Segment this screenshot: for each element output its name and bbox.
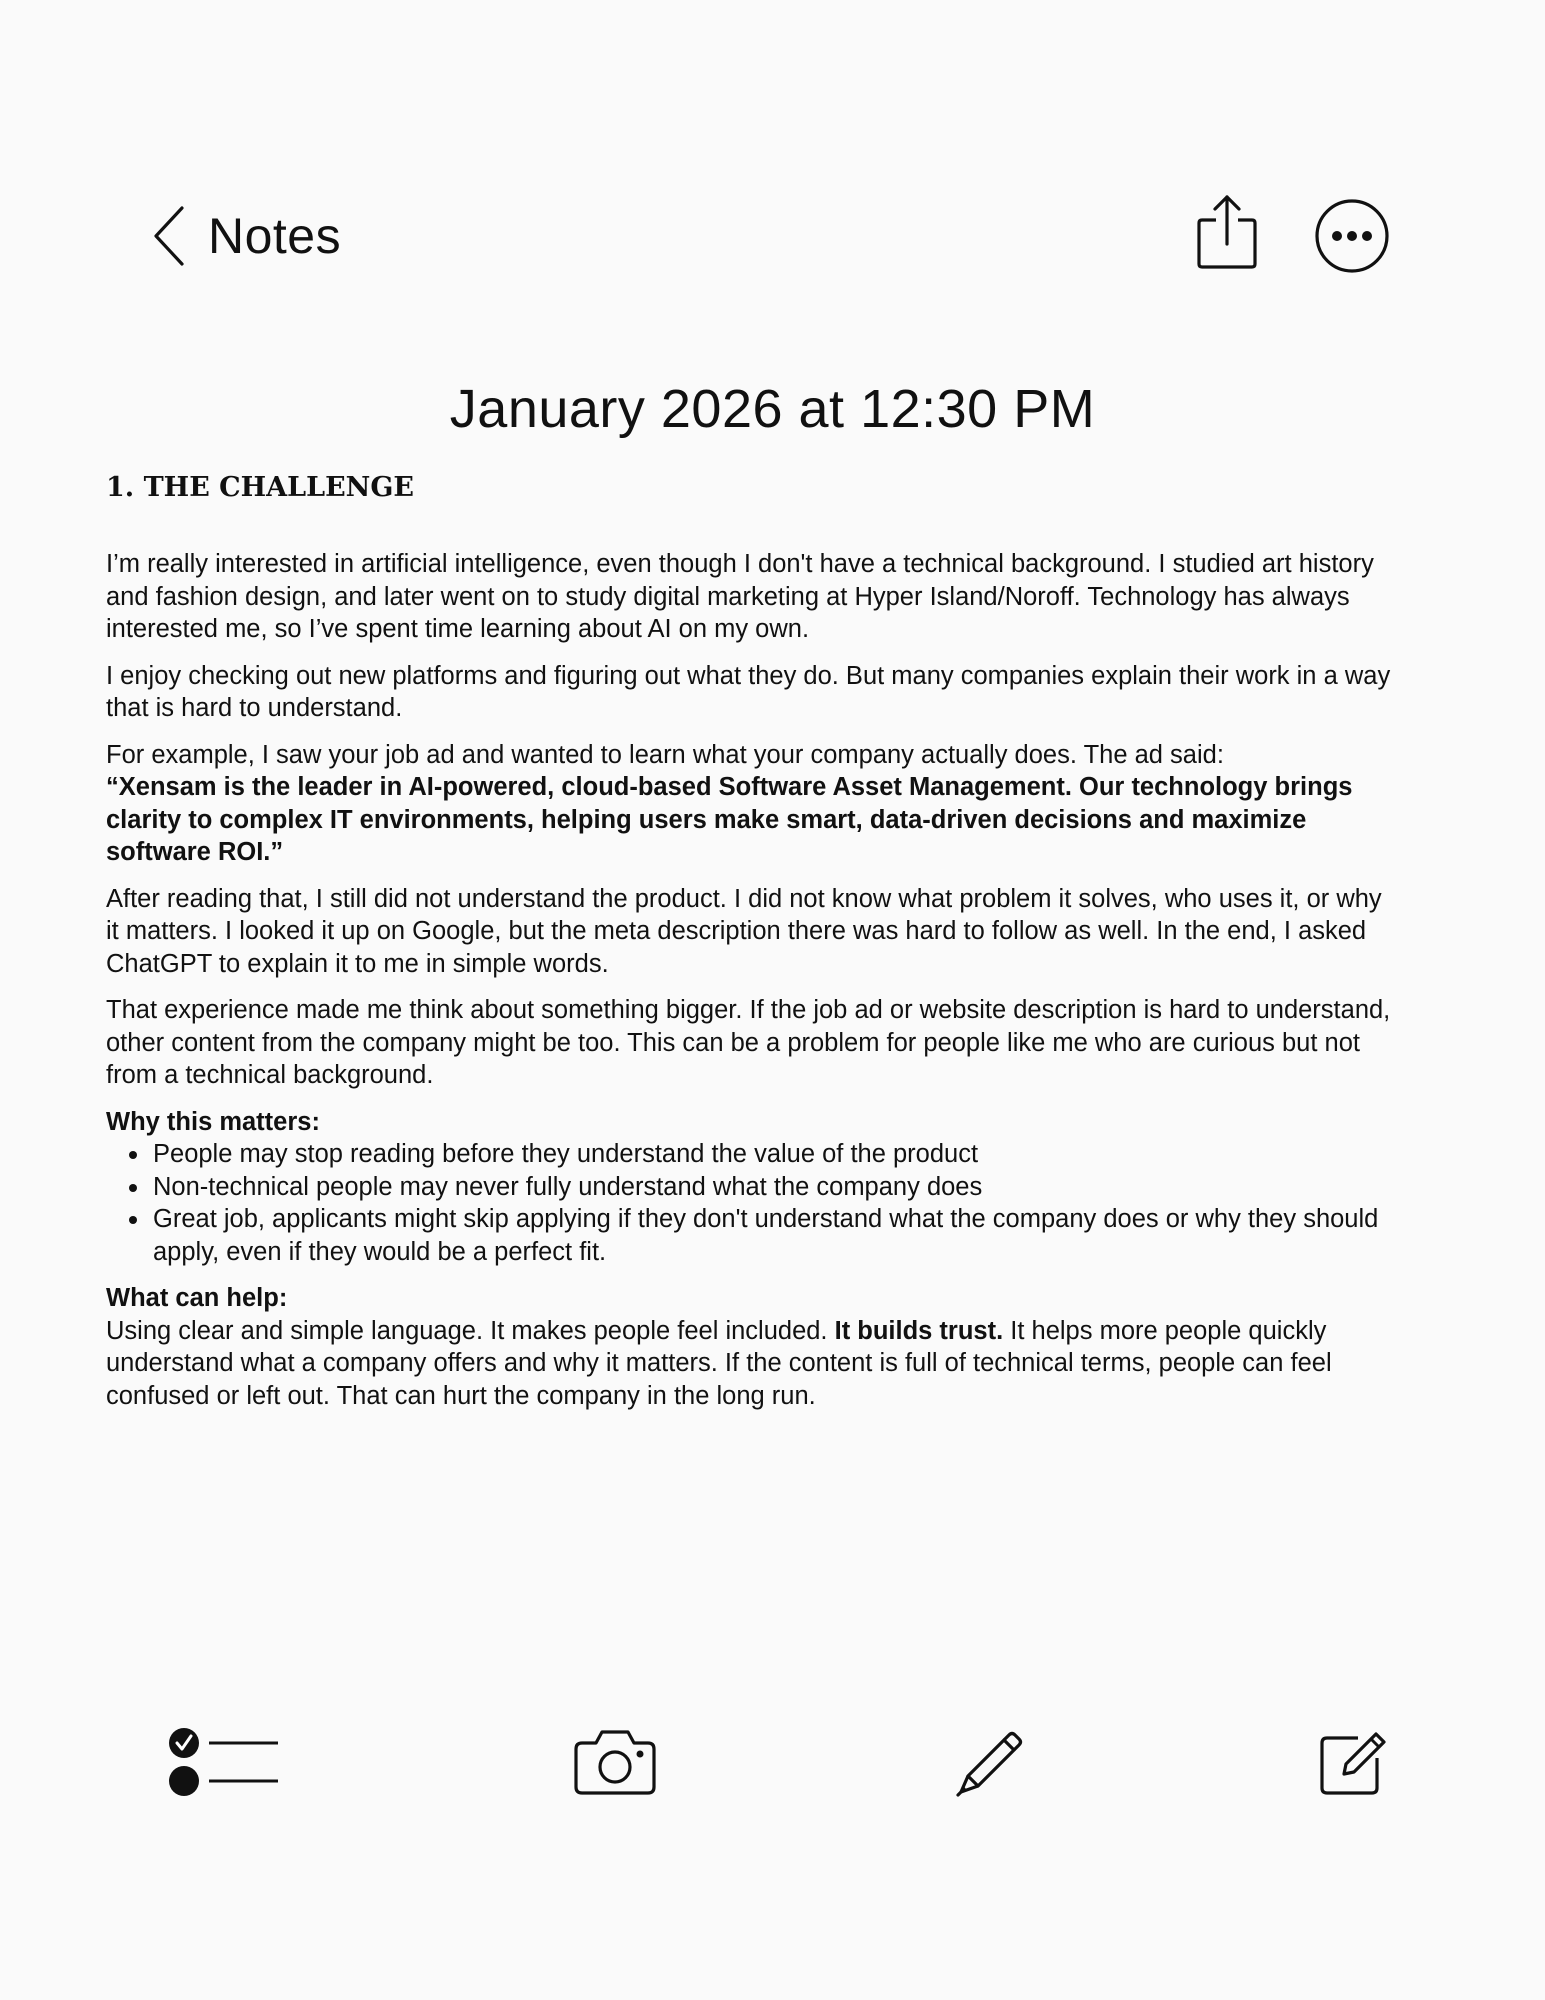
why-list xyxy=(106,1138,1396,1268)
ellipsis-circle-icon xyxy=(1314,198,1390,274)
help-text-end: It helps more people quickly understand what a company offers and why it matters. If the content is full of technical terms, people can feel confused or left out. That can hurt the company in the long run. xyxy=(106,1316,1332,1410)
camera-icon xyxy=(572,1727,658,1797)
share-button[interactable] xyxy=(1196,194,1258,270)
pencil-icon xyxy=(952,1726,1026,1800)
paragraph-bigger-picture: That experience made me think about something bigger. If the job ad or website description is hard to understand, other content from the company might be too. This can be a problem for people like me who are curious but not from a technical background. xyxy=(106,996,1391,1089)
back-button[interactable] xyxy=(152,205,341,267)
paragraph-job-ad xyxy=(106,739,1396,869)
compose-icon xyxy=(1318,1726,1392,1798)
list-item: People may stop reading before they understand the value of the product xyxy=(153,1138,1396,1171)
checklist-button[interactable] xyxy=(166,1726,281,1798)
paragraph-platforms: I enjoy checking out new platforms and figuring out what they do. But many companies explain their work in a way that is hard to understand. xyxy=(106,661,1391,722)
job-ad-intro: For example, I saw your job ad and wanted to learn what your company actually does. The ad said: xyxy=(106,740,1224,769)
help-text-start: Using clear and simple language. It makes people feel included. xyxy=(106,1316,835,1345)
share-icon xyxy=(1196,194,1258,270)
compose-button[interactable] xyxy=(1318,1726,1392,1798)
list-item: Non-technical people may never fully understand what the company does xyxy=(153,1171,1396,1204)
help-heading: What can help: xyxy=(106,1284,288,1312)
job-ad-quote: “Xensam is the leader in AI-powered, cloud-based Software Asset Management. Our technology brings clarity to complex IT environments, helping users make smart, data-driven decisions and maximize software ROI.” xyxy=(106,773,1353,866)
note-date: January 2026 at 12:30 PM xyxy=(449,379,1096,439)
list-item: Great job, applicants might skip applying if they don't understand what the company does or why they should apply, even if they would be a perfect fit. xyxy=(153,1203,1396,1268)
checklist-icon xyxy=(166,1726,281,1798)
help-text-bold: It builds trust. xyxy=(834,1316,1004,1345)
note-heading: 1. THE CHALLENGE xyxy=(106,472,414,503)
paragraph-help xyxy=(106,1315,1396,1413)
paragraph-intro: I’m really interested in artificial intelligence, even though I don't have a technical background. I studied art history and fashion design, and later went on to study digital marketing at Hyper Island/Noroff. Technology has always interested me, so I’ve spent time learning about AI on my own. xyxy=(106,550,1374,643)
note-body[interactable] xyxy=(106,468,1396,1426)
paragraph-confusion: After reading that, I still did not understand the product. I did not know what problem it solves, who uses it, or why it matters. I looked it up on Google, but the meta description there was hard to follow as well. In the end, I asked ChatGPT to explain it to me in simple words. xyxy=(106,884,1382,978)
markup-button[interactable] xyxy=(952,1726,1026,1800)
more-options-button[interactable] xyxy=(1314,198,1390,274)
why-heading: Why this matters: xyxy=(106,1107,320,1136)
chevron-left-icon xyxy=(152,205,186,267)
camera-button[interactable] xyxy=(572,1727,658,1797)
back-button-label: Notes xyxy=(208,208,342,264)
